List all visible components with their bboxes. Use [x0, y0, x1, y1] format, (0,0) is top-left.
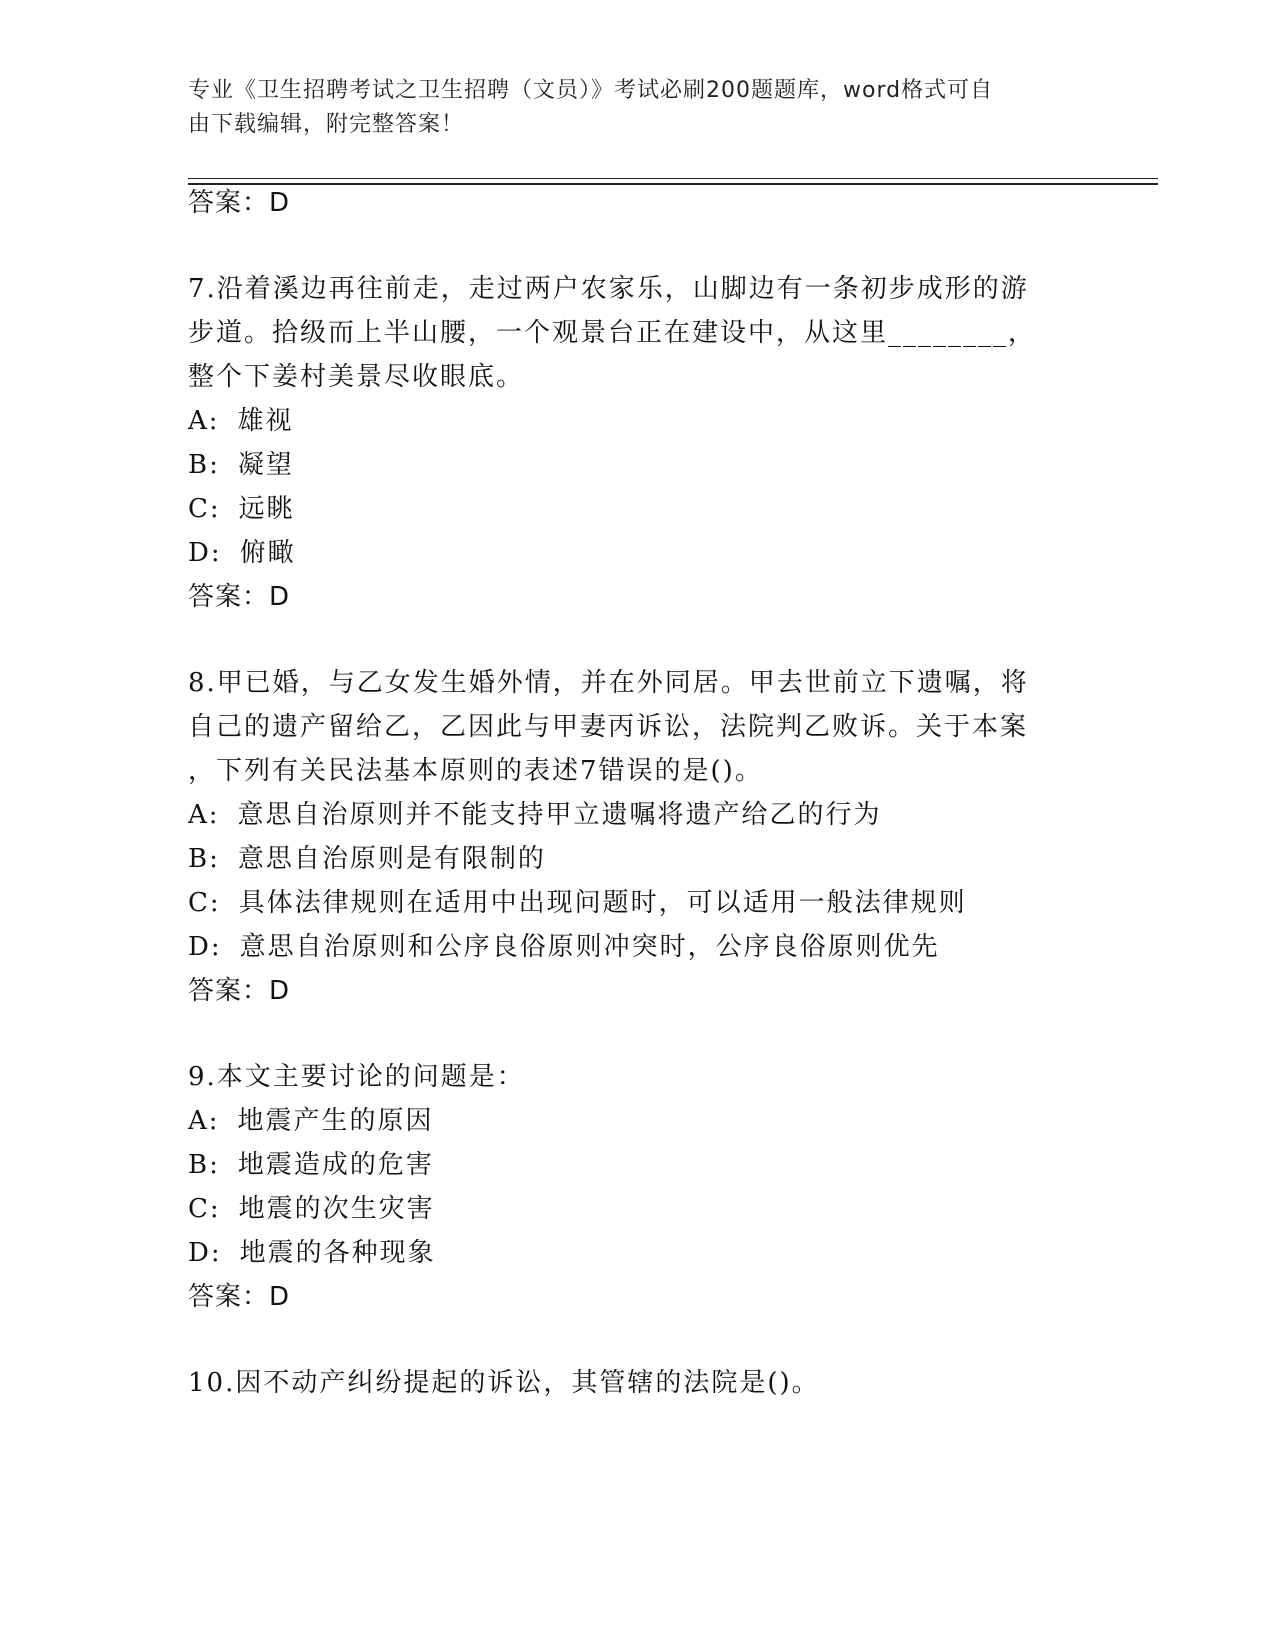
header-line-1: 专业《卫生招聘考试之卫生招聘（文员）》考试必刷200题题库，word格式可自 [188, 78, 994, 103]
question-7-line-2: 步道。拾级而上半山腰，一个观景台正在建设中，从这里________， [188, 318, 1037, 348]
question-9-line-1: 9.本文主要讨论的问题是： [188, 1062, 525, 1092]
question-9-option-a: A: 地震产生的原因 [188, 1106, 434, 1136]
question-8-line-3: ，下列有关民法基本原则的表述7错误的是()。 [188, 756, 763, 786]
question-8-line-2: 自己的遗产留给乙，乙因此与甲妻丙诉讼，法院判乙败诉。关于本案 [188, 712, 1029, 742]
question-9-option-d: D: 地震的各种现象 [188, 1238, 436, 1268]
question-7-line-3: 整个下姜村美景尽收眼底。 [188, 362, 525, 392]
question-8-answer: 答案：D [188, 976, 291, 1006]
question-7-option-c: C: 远眺 [188, 494, 295, 524]
question-8-option-c: C: 具体法律规则在适用中出现问题时，可以适用一般法律规则 [188, 888, 967, 918]
question-9-option-c: C: 地震的次生灾害 [188, 1194, 435, 1224]
answer-label: 答案：D [188, 188, 291, 218]
question-9-option-b: B: 地震造成的危害 [188, 1150, 434, 1180]
header-divider-thin [188, 178, 1158, 179]
header-divider-thick [188, 183, 1158, 185]
question-8-line-1: 8.甲已婚，与乙女发生婚外情，并在外同居。甲去世前立下遗嘱，将 [188, 668, 1029, 698]
question-7-option-b: B: 凝望 [188, 450, 294, 480]
question-8-option-d: D: 意思自治原则和公序良俗原则冲突时，公序良俗原则优先 [188, 932, 940, 962]
question-8-option-a: A: 意思自治原则并不能支持甲立遗嘱将遗产给乙的行为 [188, 800, 882, 830]
question-8-option-b: B: 意思自治原则是有限制的 [188, 844, 546, 874]
question-7-option-d: D: 俯瞰 [188, 538, 296, 568]
question-7-answer: 答案：D [188, 582, 291, 612]
question-10-line-1: 10.因不动产纠纷提起的诉讼，其管辖的法院是()。 [188, 1368, 820, 1398]
question-9-answer: 答案：D [188, 1282, 291, 1312]
header-line-2: 由下载编辑，附完整答案！ [188, 112, 465, 137]
document-header [188, 74, 1068, 142]
question-7-option-a: A: 雄视 [188, 406, 294, 436]
question-7-line-1: 7.沿着溪边再往前走，走过两户农家乐，山脚边有一条初步成形的游 [188, 274, 1029, 304]
